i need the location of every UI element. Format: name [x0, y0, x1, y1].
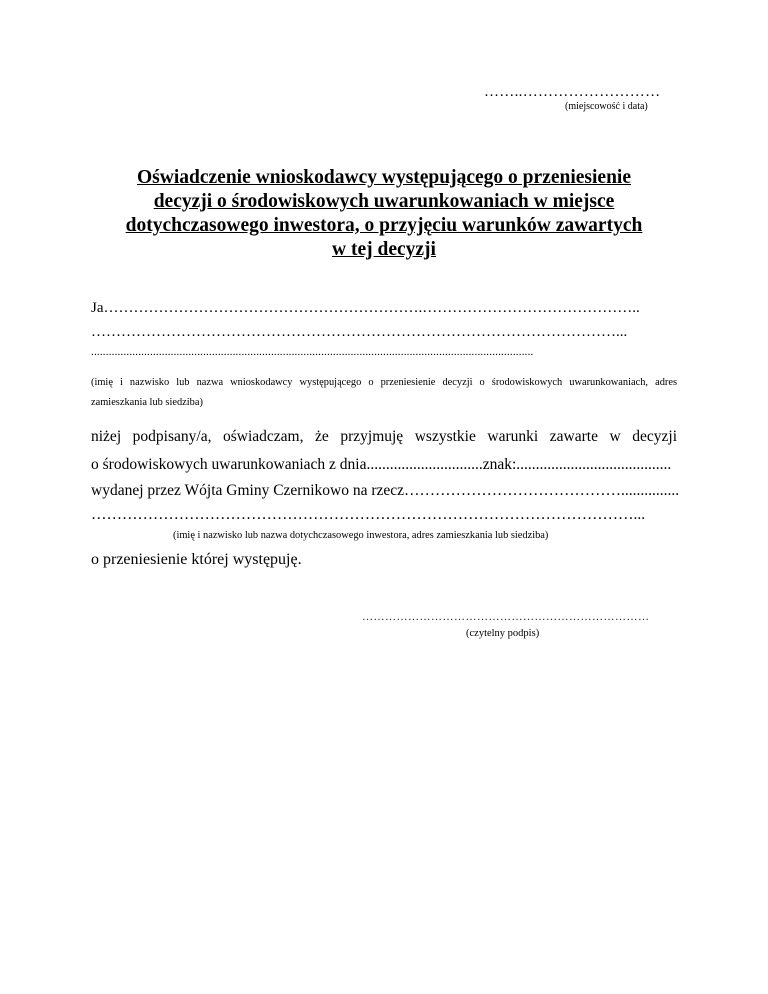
title-line-4: w tej decyzji	[332, 239, 436, 260]
applicant-line-1: Ja……………………………………………………….……………………………………..	[91, 300, 640, 316]
title-line-2: decyzji o środowiskowych uwarunkowaniach w miejsce	[153, 191, 615, 212]
previous-investor-note: (imię i nazwisko lub nazwa dotychczasowego inwestora, adres zamieszkania lub siedziba)	[173, 530, 549, 541]
declaration-line-5: o przeniesienie której występuję.	[91, 551, 302, 568]
applicant-line-3: ......................................................................................................................................................	[91, 346, 534, 358]
signature-label: (czytelny podpis)	[466, 628, 540, 639]
title-line-1: Oświadczenie wnioskodawcy występującego o przeniesienie	[137, 167, 631, 188]
signature-field: …………………………………………………………………	[362, 611, 650, 623]
declaration-line-4: ……………………………………………………………………………………………...	[91, 506, 646, 523]
date-place-field: ……..………………………	[484, 84, 661, 100]
declaration-line-1: niżej podpisany/a, oświadczam, że przyjmuję wszystkie warunki zawarte w decyzji	[91, 428, 677, 445]
declaration-line-2: o środowiskowych uwarunkowaniach z dnia..............................znak:........................................	[91, 456, 672, 473]
applicant-line-2: ……………………………………………………………………………………………...	[91, 324, 628, 340]
document-title	[80, 166, 688, 262]
applicant-note: (imię i nazwisko lub nazwa wnioskodawcy występującego o przeniesienie decyzji o środowiskowych uwarunkowaniach, adres zamieszkania lub siedziba)	[91, 377, 677, 408]
date-place-label: (miejscowość i data)	[565, 101, 648, 112]
declaration-line-3: wydanej przez Wójta Gminy Czernikowo na rzecz……………………………………...............	[91, 482, 680, 499]
title-line-3: dotychczasowego inwestora, o przyjęciu warunków zawartych	[125, 215, 643, 236]
